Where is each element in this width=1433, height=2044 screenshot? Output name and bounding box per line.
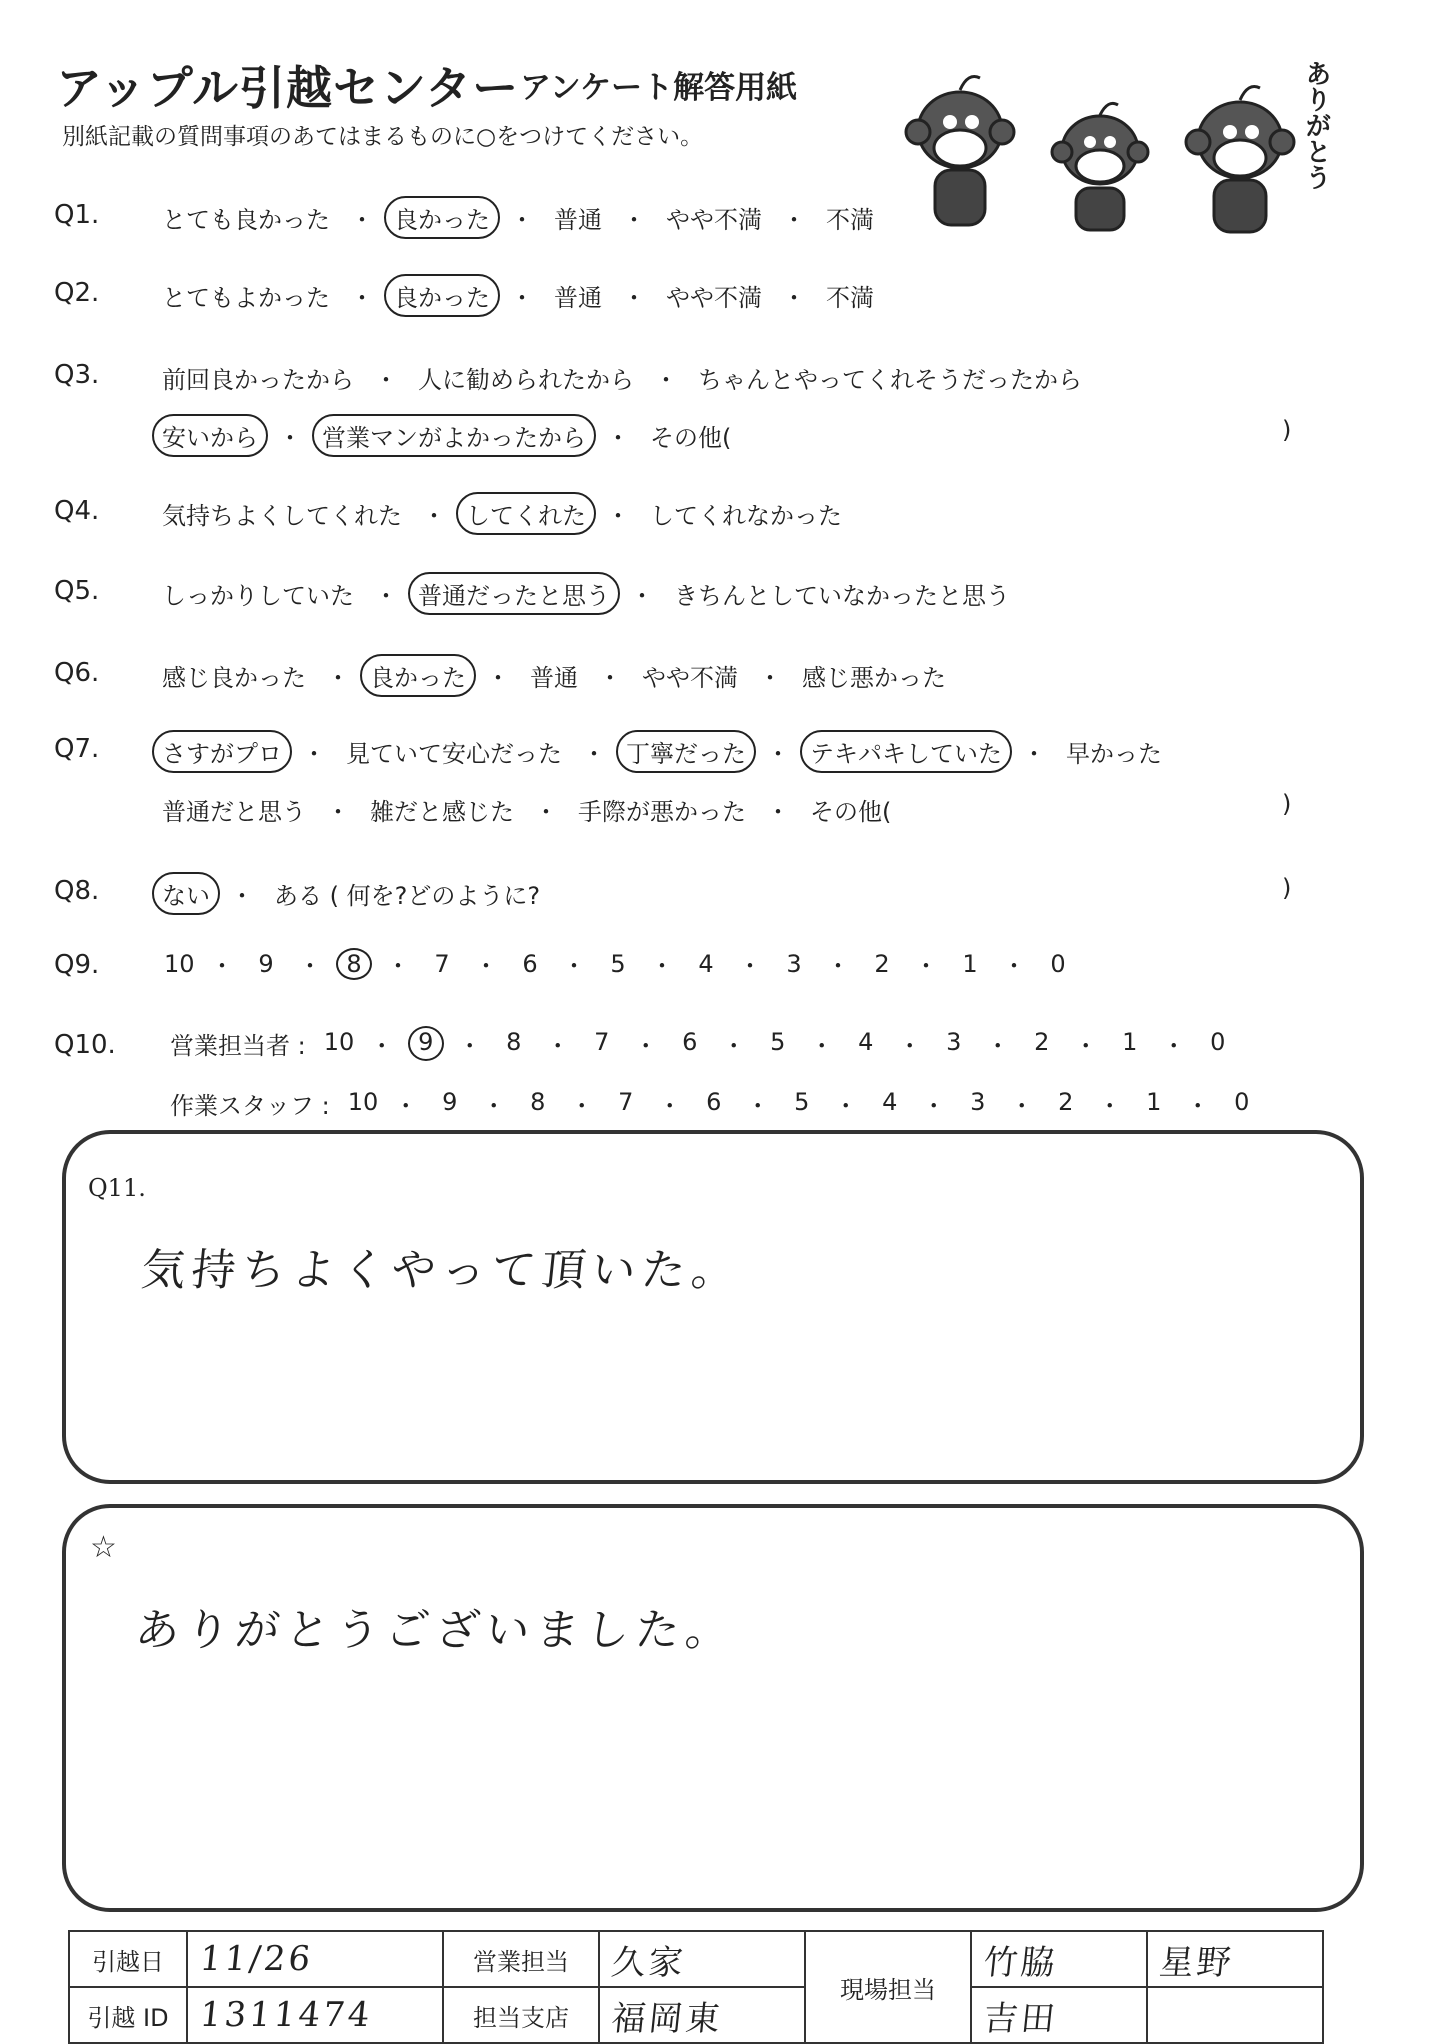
comment-box (62, 1504, 1364, 1912)
score-1[interactable]: 1 (1146, 1088, 1162, 1116)
separator-dot: ・ (633, 1032, 658, 1060)
option[interactable]: 雑だと感じた (370, 798, 514, 826)
separator-dot: ・ (809, 1032, 834, 1060)
score-5[interactable]: 5 (610, 949, 626, 978)
q1-number: Q1. (54, 200, 100, 230)
separator-dot: ・ (278, 424, 302, 452)
instruction-text: 別紙記載の質問事項のあてはまるものに○をつけてください。 (62, 124, 704, 150)
site-staff-4 (1147, 1987, 1323, 2043)
q11-answer-box (62, 1130, 1364, 1484)
separator-dot: ・ (766, 798, 790, 826)
separator-dot: ・ (1097, 1092, 1122, 1120)
separator-dot: ・ (350, 206, 374, 234)
move-id-label: 引越 ID (69, 1987, 187, 2043)
separator-dot: ・ (782, 206, 806, 234)
q10-staff-label: 作業スタッフ : (170, 1092, 330, 1120)
move-date-value: 11/26 (187, 1931, 443, 1987)
monkey-mascot-illustration (880, 60, 1340, 240)
option[interactable]: 不満 (826, 206, 874, 234)
separator-dot: ・ (486, 664, 510, 692)
q8-options-row (152, 872, 550, 915)
q9-number: Q9. (54, 950, 100, 980)
circled-option[interactable]: 良かった (384, 274, 500, 317)
sales-label: 営業担当 (443, 1931, 599, 1987)
comment-handwritten-text: ありがとうございました。 (132, 1605, 739, 1656)
score-4[interactable]: 4 (882, 1088, 898, 1116)
score-6[interactable]: 6 (682, 1028, 698, 1056)
option[interactable]: 早かった (1066, 740, 1162, 768)
score-10[interactable]: 10 (164, 949, 195, 978)
separator-dot: ・ (1073, 1032, 1098, 1060)
separator-dot: ・ (1022, 740, 1046, 768)
separator-dot: ・ (386, 952, 410, 980)
score-2[interactable]: 2 (874, 949, 890, 978)
score-9[interactable]: 9 (258, 949, 274, 978)
q3-number: Q3. (54, 360, 100, 390)
separator-dot: ・ (474, 952, 498, 980)
q2-number: Q2. (54, 278, 100, 308)
separator-dot: ・ (298, 952, 322, 980)
separator-dot: ・ (833, 1092, 858, 1120)
branch-value: 福岡東 (599, 1987, 805, 2043)
score-2[interactable]: 2 (1058, 1088, 1074, 1116)
separator-dot: ・ (326, 664, 350, 692)
separator-dot: ・ (606, 424, 630, 452)
score-10[interactable]: 10 (323, 1028, 355, 1056)
separator-dot: ・ (534, 798, 558, 826)
q6-number: Q6. (54, 658, 100, 688)
score-8[interactable]: 8 (530, 1088, 546, 1116)
star-icon: ☆ (90, 1530, 117, 1565)
option[interactable]: 普通 (554, 284, 602, 312)
q5-number: Q5. (54, 576, 100, 606)
separator-dot: ・ (562, 952, 586, 980)
site-staff-3: 吉田 (971, 1987, 1147, 2043)
option[interactable]: 普通 (530, 664, 578, 692)
option[interactable]: 人に勧められたから (418, 366, 634, 394)
separator-dot: ・ (598, 664, 622, 692)
option[interactable]: 普通だと思う (162, 798, 306, 826)
option[interactable]: 前回良かったから (162, 366, 354, 394)
option[interactable]: 手際が悪かった (578, 798, 746, 826)
score-8[interactable]: 8 (506, 1028, 522, 1056)
separator-dot: ・ (745, 1092, 770, 1120)
separator-dot: ・ (369, 1032, 394, 1060)
q7-number: Q7. (54, 734, 100, 764)
option[interactable]: やや不満 (666, 284, 762, 312)
score-2[interactable]: 2 (1034, 1028, 1050, 1056)
score-3[interactable]: 3 (786, 949, 802, 978)
score-3[interactable]: 3 (946, 1028, 962, 1056)
separator-dot: ・ (985, 1032, 1010, 1060)
separator-dot: ・ (326, 798, 350, 826)
separator-dot: ・ (606, 502, 630, 530)
company-name: アップル引越センター (56, 61, 520, 115)
separator-dot: ・ (738, 952, 762, 980)
q9-scale (160, 946, 1076, 981)
q6-options-row (152, 654, 956, 697)
score-1[interactable]: 1 (962, 949, 978, 978)
move-date-label: 引越日 (69, 1931, 187, 1987)
q11-label: Q11. (88, 1174, 146, 1202)
circled-option[interactable]: 安いから (152, 414, 268, 457)
score-0[interactable]: 0 (1234, 1088, 1250, 1116)
score-6[interactable]: 6 (522, 949, 538, 978)
separator-dot: ・ (582, 740, 606, 768)
q5-options-row (152, 572, 1020, 615)
option[interactable]: やや不満 (642, 664, 738, 692)
separator-dot: ・ (302, 740, 326, 768)
separator-dot: ・ (1185, 1092, 1210, 1120)
site-staff-2: 星野 (1147, 1931, 1323, 1987)
separator-dot: ・ (826, 952, 850, 980)
circled-option[interactable]: 良かった (384, 196, 500, 239)
option[interactable]: とてもよかった (162, 284, 330, 312)
circled-option[interactable]: テキパキしていた (800, 730, 1012, 773)
option[interactable]: きちんとしていなかったと思う (674, 582, 1010, 610)
separator-dot: ・ (230, 882, 254, 910)
score-1[interactable]: 1 (1122, 1028, 1138, 1056)
separator-dot: ・ (650, 952, 674, 980)
option[interactable]: ちゃんとやってくれそうだったから (698, 366, 1082, 394)
separator-dot: ・ (210, 952, 234, 980)
separator-dot: ・ (374, 366, 398, 394)
q1-options-row (152, 196, 884, 239)
separator-dot: ・ (1002, 952, 1026, 980)
score-4[interactable]: 4 (858, 1028, 874, 1056)
option[interactable]: しっかりしていた (162, 582, 354, 610)
circled-score-9[interactable]: 9 (408, 1026, 444, 1061)
separator-dot: ・ (622, 284, 646, 312)
separator-dot: ・ (481, 1092, 506, 1120)
option[interactable]: 気持ちよくしてくれた (162, 502, 402, 530)
branch-label: 担当支店 (443, 1987, 599, 2043)
separator-dot: ・ (510, 206, 534, 234)
separator-dot: ・ (350, 284, 374, 312)
form-title: アンケート解答用紙 (520, 70, 798, 106)
separator-dot: ・ (422, 502, 446, 530)
q11-handwritten-answer: 気持ちよくやって頂いた。 (138, 1245, 745, 1296)
q3-options-row (152, 414, 741, 457)
thanks-caption: ありがとう (1301, 60, 1331, 190)
info-table (68, 1930, 1324, 2044)
option[interactable]: ある ( 何を?どのように? (274, 882, 541, 910)
option[interactable]: やや不満 (666, 206, 762, 234)
q4-options-row (152, 492, 852, 535)
circled-score-8[interactable]: 8 (336, 948, 372, 980)
score-5[interactable]: 5 (794, 1088, 810, 1116)
option[interactable]: してくれなかった (650, 502, 842, 530)
separator-dot: ・ (782, 284, 806, 312)
circled-option[interactable]: 普通だったと思う (408, 572, 620, 615)
circled-option[interactable]: ない (152, 872, 220, 915)
q2-options-row (152, 274, 884, 317)
separator-dot: ・ (457, 1032, 482, 1060)
sales-value: 久家 (599, 1931, 805, 1987)
close-paren: ) (1282, 790, 1292, 818)
score-6[interactable]: 6 (706, 1088, 722, 1116)
circled-option[interactable]: さすがプロ (152, 730, 292, 773)
option[interactable]: 不満 (826, 284, 874, 312)
option[interactable]: 感じ悪かった (802, 664, 946, 692)
separator-dot: ・ (654, 366, 678, 394)
close-paren: ) (1282, 874, 1292, 902)
separator-dot: ・ (897, 1032, 922, 1060)
q4-number: Q4. (54, 496, 100, 526)
close-paren: ) (1282, 416, 1292, 444)
score-0[interactable]: 0 (1210, 1028, 1226, 1056)
option[interactable]: その他( (810, 798, 892, 826)
score-9[interactable]: 9 (442, 1088, 458, 1116)
separator-dot: ・ (393, 1092, 418, 1120)
site-staff-label: 現場担当 (805, 1931, 971, 2043)
option[interactable]: 普通 (554, 206, 602, 234)
separator-dot: ・ (569, 1092, 594, 1120)
q10-sales-label: 営業担当者 : (170, 1032, 306, 1060)
q10-number: Q10. (54, 1030, 116, 1060)
separator-dot: ・ (1009, 1092, 1034, 1120)
q8-number: Q8. (54, 876, 100, 906)
score-7[interactable]: 7 (618, 1088, 634, 1116)
score-10[interactable]: 10 (347, 1088, 379, 1116)
separator-dot: ・ (374, 582, 398, 610)
q7-options-row (152, 788, 901, 831)
option[interactable]: 感じ良かった (162, 664, 306, 692)
score-4[interactable]: 4 (698, 949, 714, 978)
separator-dot: ・ (657, 1092, 682, 1120)
option[interactable]: 見ていて安心だった (346, 740, 562, 768)
score-7[interactable]: 7 (594, 1028, 610, 1056)
separator-dot: ・ (758, 664, 782, 692)
separator-dot: ・ (510, 284, 534, 312)
circled-option[interactable]: 丁寧だった (616, 730, 756, 773)
separator-dot: ・ (766, 740, 790, 768)
score-3[interactable]: 3 (970, 1088, 986, 1116)
site-staff-1: 竹脇 (971, 1931, 1147, 1987)
separator-dot: ・ (721, 1032, 746, 1060)
q7-options-row (152, 730, 1172, 773)
separator-dot: ・ (630, 582, 654, 610)
circled-option[interactable]: 良かった (360, 654, 476, 697)
circled-option[interactable]: 営業マンがよかったから (312, 414, 596, 457)
score-7[interactable]: 7 (434, 949, 450, 978)
option[interactable]: とても良かった (162, 206, 330, 234)
separator-dot: ・ (1161, 1032, 1186, 1060)
separator-dot: ・ (545, 1032, 570, 1060)
option[interactable]: その他( (650, 424, 732, 452)
q10-sales-row (170, 1026, 1236, 1061)
circled-option[interactable]: してくれた (456, 492, 596, 535)
score-0[interactable]: 0 (1050, 949, 1066, 978)
separator-dot: ・ (622, 206, 646, 234)
q3-options-row (152, 356, 1092, 399)
separator-dot: ・ (914, 952, 938, 980)
q10-staff-row (170, 1086, 1260, 1121)
move-id-value: 1311474 (187, 1987, 443, 2043)
score-5[interactable]: 5 (770, 1028, 786, 1056)
separator-dot: ・ (921, 1092, 946, 1120)
